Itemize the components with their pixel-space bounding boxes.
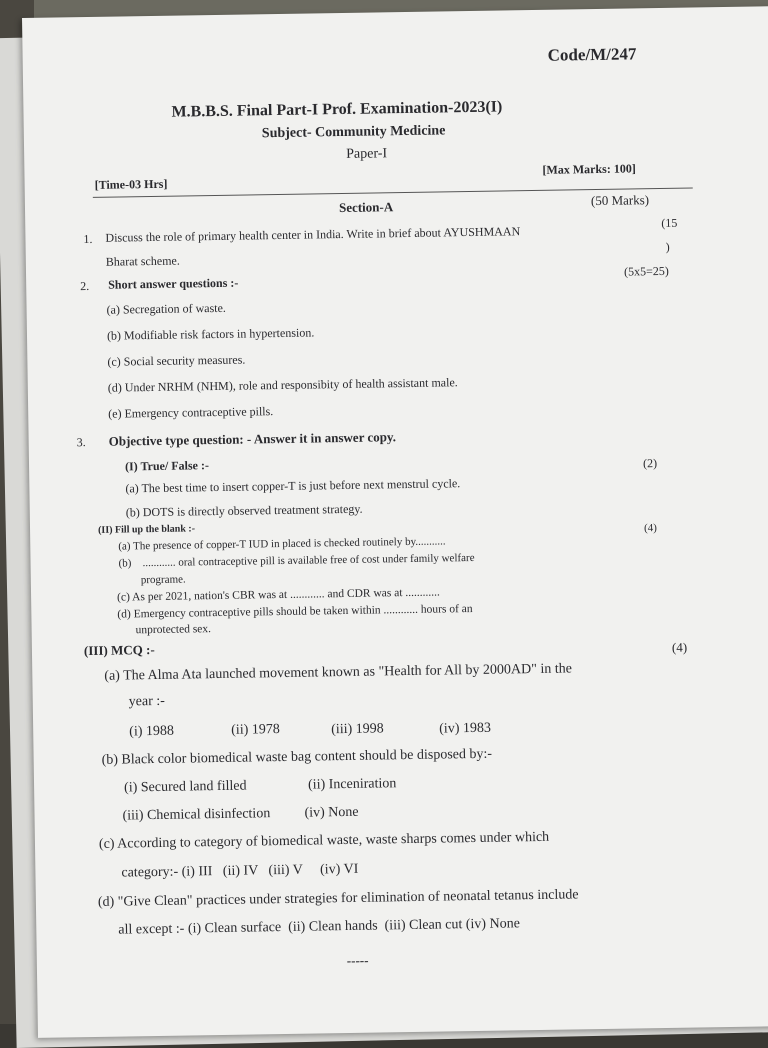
fill-item-b-line2: programe. xyxy=(140,573,186,587)
tf-title: (I) True/ False :- xyxy=(124,458,210,474)
tf-item-b: (b) DOTS is directly observed treatment strategy. xyxy=(125,501,363,520)
fill-item-b-line1: ............ oral contraceptive pill is available free of cost under family welfare xyxy=(142,551,475,570)
mcq-b-line1: (b) Black color biomedical waste bag content should be disposed by:- xyxy=(101,746,493,768)
mcq-marks: (4) xyxy=(671,639,688,655)
fill-item-a: (a) The presence of copper-T IUD in placed is checked routinely by........... xyxy=(118,535,446,553)
mcq-d-line2: all except :- (i) Clean surface (ii) Clean hands (iii) Clean cut (iv) None xyxy=(118,916,520,938)
q2-item-d: (d) Under NRHM (NHM), role and responsibity of health assistant male. xyxy=(107,375,458,395)
q2-item-a: (a) Secregation of waste. xyxy=(106,300,226,317)
mcq-a-line2: year :- xyxy=(128,693,166,710)
q2-item-b: (b) Modifiable risk factors in hypertension. xyxy=(106,325,315,343)
q1-number: 1. xyxy=(83,231,93,247)
mcq-title: (III) MCQ :- xyxy=(83,641,155,659)
end-mark: ----- xyxy=(346,952,369,969)
mcq-b-option-4: (iv) None xyxy=(304,804,359,821)
tf-marks: (2) xyxy=(642,456,658,471)
subject: Subject- Community Medicine xyxy=(261,123,446,142)
q2-marks: (5x5=25) xyxy=(623,263,669,279)
max-marks: [Max Marks: 100] xyxy=(542,161,636,177)
mcq-a-line1: (a) The Alma Ata launched movement known as "Health for All by 2000AD" in the xyxy=(104,661,573,684)
mcq-a-option-4: (iv) 1983 xyxy=(439,720,492,737)
q2-number: 2. xyxy=(80,278,90,294)
q3-number: 3. xyxy=(76,435,86,450)
fill-item-b-label: (b) xyxy=(118,557,132,570)
section-title: Section-A xyxy=(338,199,394,216)
fill-title: (II) Fill up the blank :- xyxy=(97,523,196,536)
fill-item-c: (c) As per 2021, nation's CBR was at ............ and CDR was at ............ xyxy=(117,586,440,604)
tf-item-a: (a) The best time to insert copper-T is just before next menstrul cycle. xyxy=(125,476,461,496)
fill-item-d-line2: unprotected sex. xyxy=(135,623,212,637)
paper-number: Paper-I xyxy=(346,146,388,162)
fill-marks: (4) xyxy=(643,522,658,535)
paper-code: Code/M/247 xyxy=(547,44,637,65)
q3-title: Objective type question: - Answer it in answer copy. xyxy=(108,429,397,449)
mcq-a-option-1: (i) 1988 xyxy=(129,723,175,740)
mcq-c-line2: category:- (i) III (ii) IV (iii) V (iv) VI xyxy=(121,861,359,881)
q1-text-line2: Bharat scheme. xyxy=(105,253,180,269)
time-limit: [Time-03 Hrs] xyxy=(94,176,168,192)
q1-marks: (15 xyxy=(661,215,678,230)
mcq-b-option-1: (i) Secured land filled xyxy=(123,778,247,796)
fill-item-d-line1: (d) Emergency contraceptive pills should be taken within ............ hours of an xyxy=(117,602,473,621)
mcq-d-line1: (d) "Give Clean" practices under strategies for elimination of neonatal tetanus include xyxy=(97,887,579,910)
q2-item-e: (e) Emergency contraceptive pills. xyxy=(108,404,274,421)
section-marks: (50 Marks) xyxy=(590,192,650,209)
q2-item-c: (c) Social security measures. xyxy=(107,352,246,369)
exam-title: M.B.B.S. Final Part-I Prof. Examination-2023(I) xyxy=(171,98,503,121)
q2-title: Short answer questions :- xyxy=(108,275,239,292)
q1-marks-close: ) xyxy=(665,239,670,254)
mcq-b-option-3: (iii) Chemical disinfection xyxy=(122,806,271,824)
mcq-a-option-2: (ii) 1978 xyxy=(231,722,280,738)
mcq-b-option-2: (ii) Incenirat​ion xyxy=(307,776,397,793)
q1-text-line1: Discuss the role of primary health center in India. Write in brief about AYUSHMAAN xyxy=(105,224,521,245)
mcq-a-option-3: (iii) 1998 xyxy=(331,721,384,738)
mcq-c-line1: (c) According to category of biomedical waste, waste sharps comes under which xyxy=(98,829,550,852)
exam-paper xyxy=(22,6,768,1038)
